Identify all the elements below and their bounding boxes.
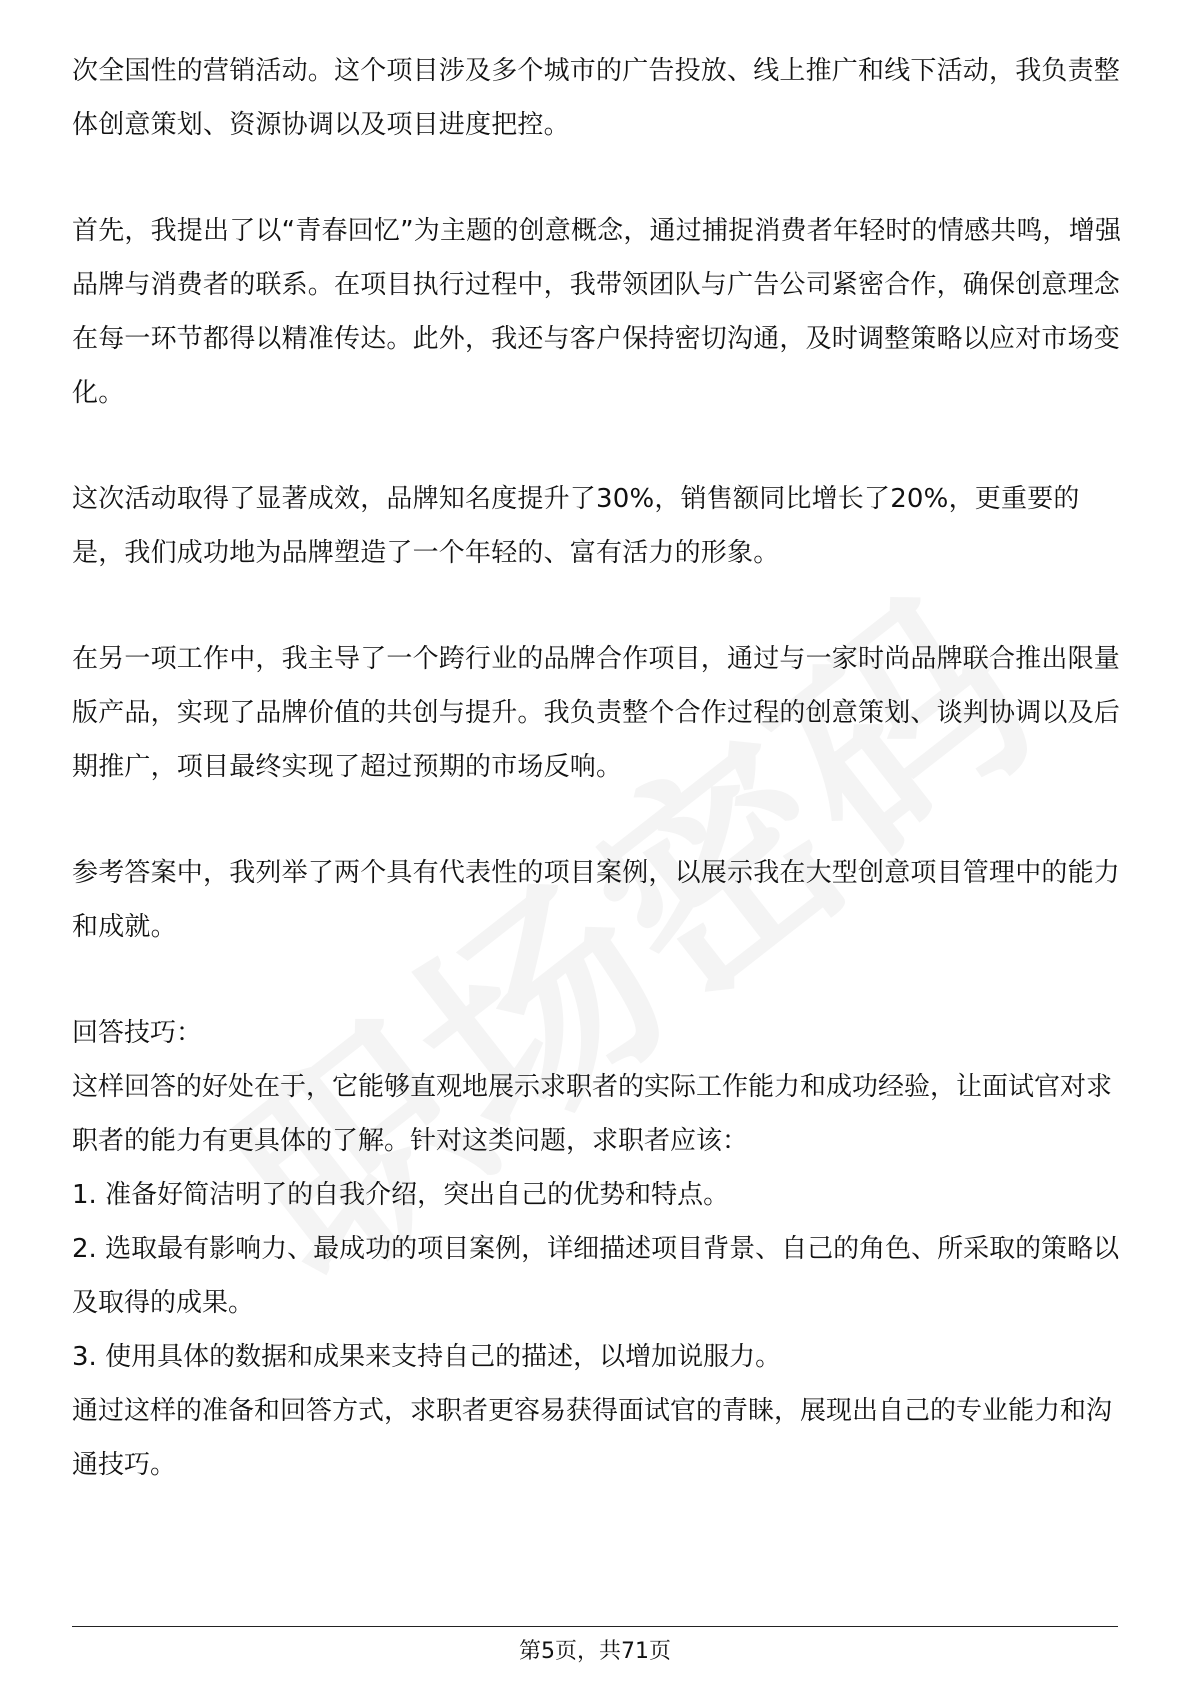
tips-item: 2. 选取最有影响力、最成功的项目案例，详细描述项目背景、自己的角色、所采取的策略以及取得的成果。 xyxy=(72,1234,1120,1318)
document-body xyxy=(72,44,1122,1492)
page-number: 第5页，共71页 xyxy=(519,1639,671,1664)
paragraph-cross-industry: 在另一项工作中，我主导了一个跨行业的品牌合作项目，通过与一家时尚品牌联合推出限量版产品，实现了品牌价值的共创与提升。我负责整个合作过程的创意策划、谈判协调以及后期推广，项目最终实现了超过预期的市场反响。 xyxy=(72,644,1121,782)
footer-divider xyxy=(72,1626,1118,1627)
paragraph-answer-summary: 参考答案中，我列举了两个具有代表性的项目案例，以展示我在大型创意项目管理中的能力和成就。 xyxy=(72,858,1121,942)
tips-item: 3. 使用具体的数据和成果来支持自己的描述，以增加说服力。 xyxy=(72,1342,782,1372)
tips-item: 1. 准备好简洁明了的自我介绍，突出自己的优势和特点。 xyxy=(72,1180,730,1210)
paragraph-creative-concept: 首先，我提出了以“青春回忆”为主题的创意概念，通过捕捉消费者年轻时的情感共鸣，增强品牌与消费者的联系。在项目执行过程中，我带领团队与广告公司紧密合作，确保创意理念在每一环节都得以精准传达。此外，我还与客户保持密切沟通，及时调整策略以应对市场变化。 xyxy=(72,216,1122,408)
tips-intro: 这样回答的好处在于，它能够直观地展示求职者的实际工作能力和成功经验，让面试官对求职者的能力有更具体的了解。针对这类问题，求职者应该： xyxy=(72,1072,1113,1156)
tips-heading: 回答技巧： xyxy=(72,1018,203,1048)
answer-tips-section xyxy=(72,1006,1122,1492)
paragraph-results: 这次活动取得了显著成效，品牌知名度提升了30%，销售额同比增长了20%，更重要的是，我们成功地为品牌塑造了一个年轻的、富有活力的形象。 xyxy=(72,484,1080,568)
paragraph-campaign-intro: 次全国性的营销活动。这个项目涉及多个城市的广告投放、线上推广和线下活动，我负责整体创意策划、资源协调以及项目进度把控。 xyxy=(72,56,1121,140)
tips-conclusion: 通过这样的准备和回答方式，求职者更容易获得面试官的青睐，展现出自己的专业能力和沟通技巧。 xyxy=(72,1396,1113,1480)
